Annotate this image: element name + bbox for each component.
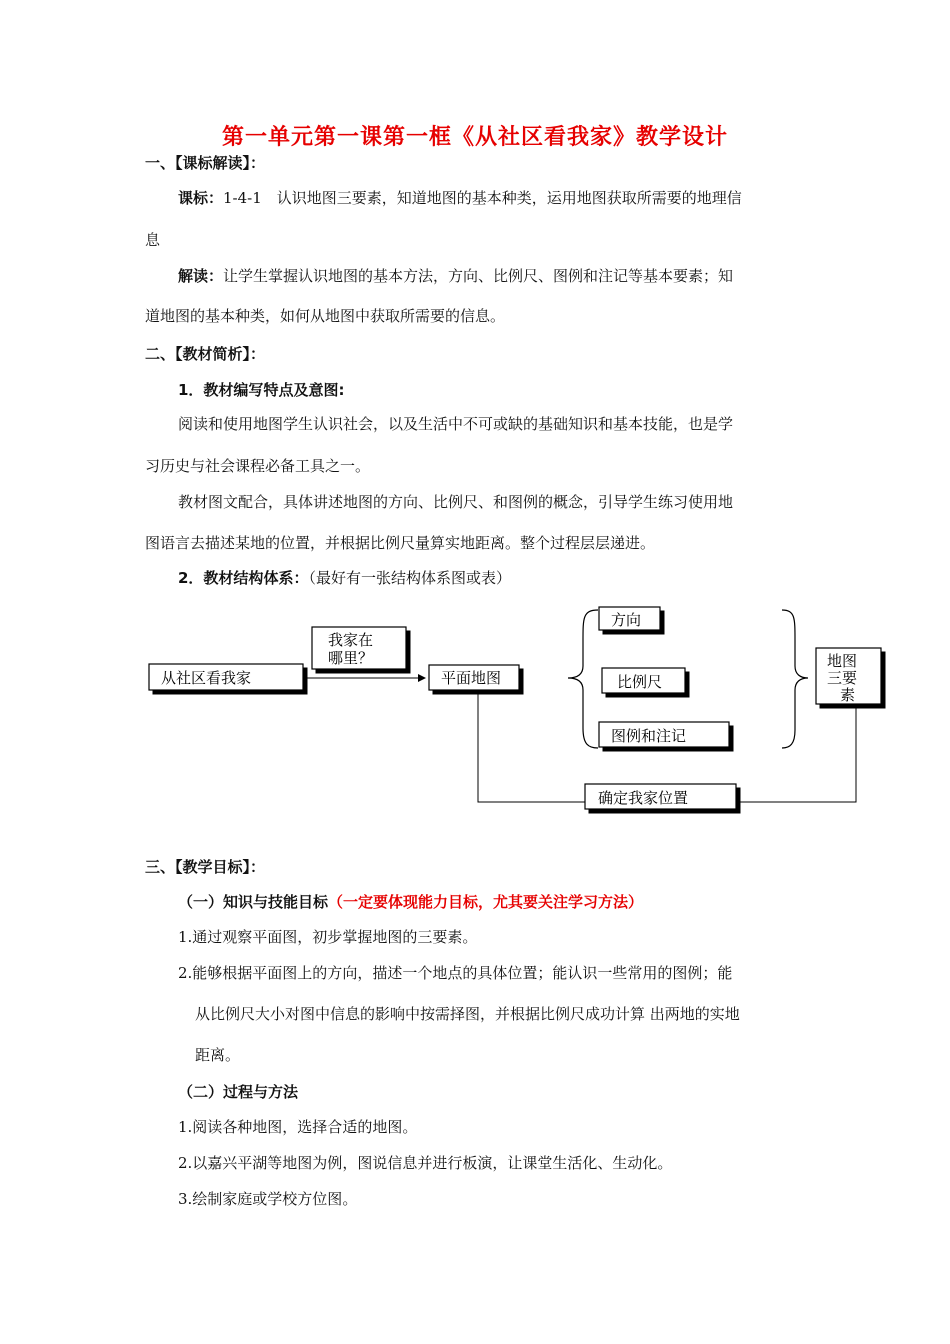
three-elements-label-2: 三要 xyxy=(827,669,858,687)
arrow-head xyxy=(418,674,426,682)
goal-process-item-2: 2.以嘉兴平湖等地图为例，图说信息并进行板演，让课堂生活化、生动化。 xyxy=(178,1154,673,1172)
scale-label: 比例尺 xyxy=(617,673,663,691)
page-title: 第一单元第一课第一框《从社区看我家》教学设计 xyxy=(221,125,728,150)
paragraph-2-line-1: 教材图文配合，具体讲述地图的方向、比例尺、和图例的概念，引导学生练习使用地 xyxy=(178,493,734,511)
subheading-features: 1．教材编写特点及意图: xyxy=(178,381,345,399)
interpretation-text-1: 让学生掌握认识地图的基本方法，方向、比例尺、图例和注记等基本要素；知 xyxy=(223,267,734,285)
locate-label: 确定我家位置 xyxy=(598,789,689,807)
paragraph-1-line-2: 习历史与社会课程必备工具之一。 xyxy=(145,457,371,475)
paragraph-2-line-2: 图语言去描述某地的位置，并根据比例尺量算实地距离。整个过程层层递进。 xyxy=(145,534,656,552)
standard-text-2: 息 xyxy=(145,231,161,249)
start-box-label: 从社区看我家 xyxy=(161,669,252,687)
left-brace xyxy=(568,610,598,748)
question-box-label-1: 我家在 xyxy=(328,631,374,649)
structure-note: （最好有一张结构体系图或表） xyxy=(308,569,511,587)
section-heading-textbook: 二、【教材简析】： xyxy=(145,345,266,363)
structure-label: 2．教材结构体系： xyxy=(178,569,309,587)
goal-process-item-1: 1.阅读各种地图，选择合适的地图。 xyxy=(178,1118,418,1136)
section-heading-objectives: 三、【教学目标】： xyxy=(145,858,266,876)
interpretation-label: 解读： xyxy=(178,267,224,285)
goal-knowledge-item-2-line-2: 从比例尺大小对图中信息的影响中按需择图，并根据比例尺成功计算 出两地的实地 xyxy=(195,1005,740,1023)
three-elements-label-1: 地图 xyxy=(827,652,858,670)
goal-knowledge-item-2-line-3: 距离。 xyxy=(195,1046,241,1064)
loop-right-line xyxy=(738,708,856,802)
direction-label: 方向 xyxy=(611,611,642,629)
right-brace xyxy=(782,610,808,748)
legend-label: 图例和注记 xyxy=(611,727,687,745)
three-elements-label-3: 素 xyxy=(840,686,856,704)
goal-process-item-3: 3.绘制家庭或学校方位图。 xyxy=(178,1190,358,1208)
goal-knowledge-item-2-line-1: 2.能够根据平面图上的方向，描述一个地点的具体位置；能认识一些常用的图例；能 xyxy=(178,964,733,982)
goal-process-heading: （二）过程与方法 xyxy=(178,1083,299,1101)
goal-knowledge-label: （一）知识与技能目标 xyxy=(178,893,329,911)
goal-knowledge-heading xyxy=(178,891,643,912)
interpretation-text-2: 道地图的基本种类，如何从地图中获取所需要的信息。 xyxy=(145,307,506,325)
standard-text-1: 1-4-1 认识地图三要素，知道地图的基本种类，运用地图获取所需要的地理信 xyxy=(223,189,742,207)
goal-knowledge-item-1: 1.通过观察平面图，初步掌握地图的三要素。 xyxy=(178,928,478,946)
section-heading-standards: 一、【课标解读】： xyxy=(145,154,266,172)
paragraph-1-line-1: 阅读和使用地图学生认识社会，以及生活中不可或缺的基础知识和基本技能，也是学 xyxy=(178,415,734,433)
loop-left-line xyxy=(478,690,585,802)
plane-map-label: 平面地图 xyxy=(441,669,502,687)
standard-label: 课标： xyxy=(178,189,224,207)
question-box-label-2: 哪里？ xyxy=(328,649,374,667)
goal-knowledge-note: （一定要体现能力目标，尤其要关注学习方法） xyxy=(328,893,644,911)
